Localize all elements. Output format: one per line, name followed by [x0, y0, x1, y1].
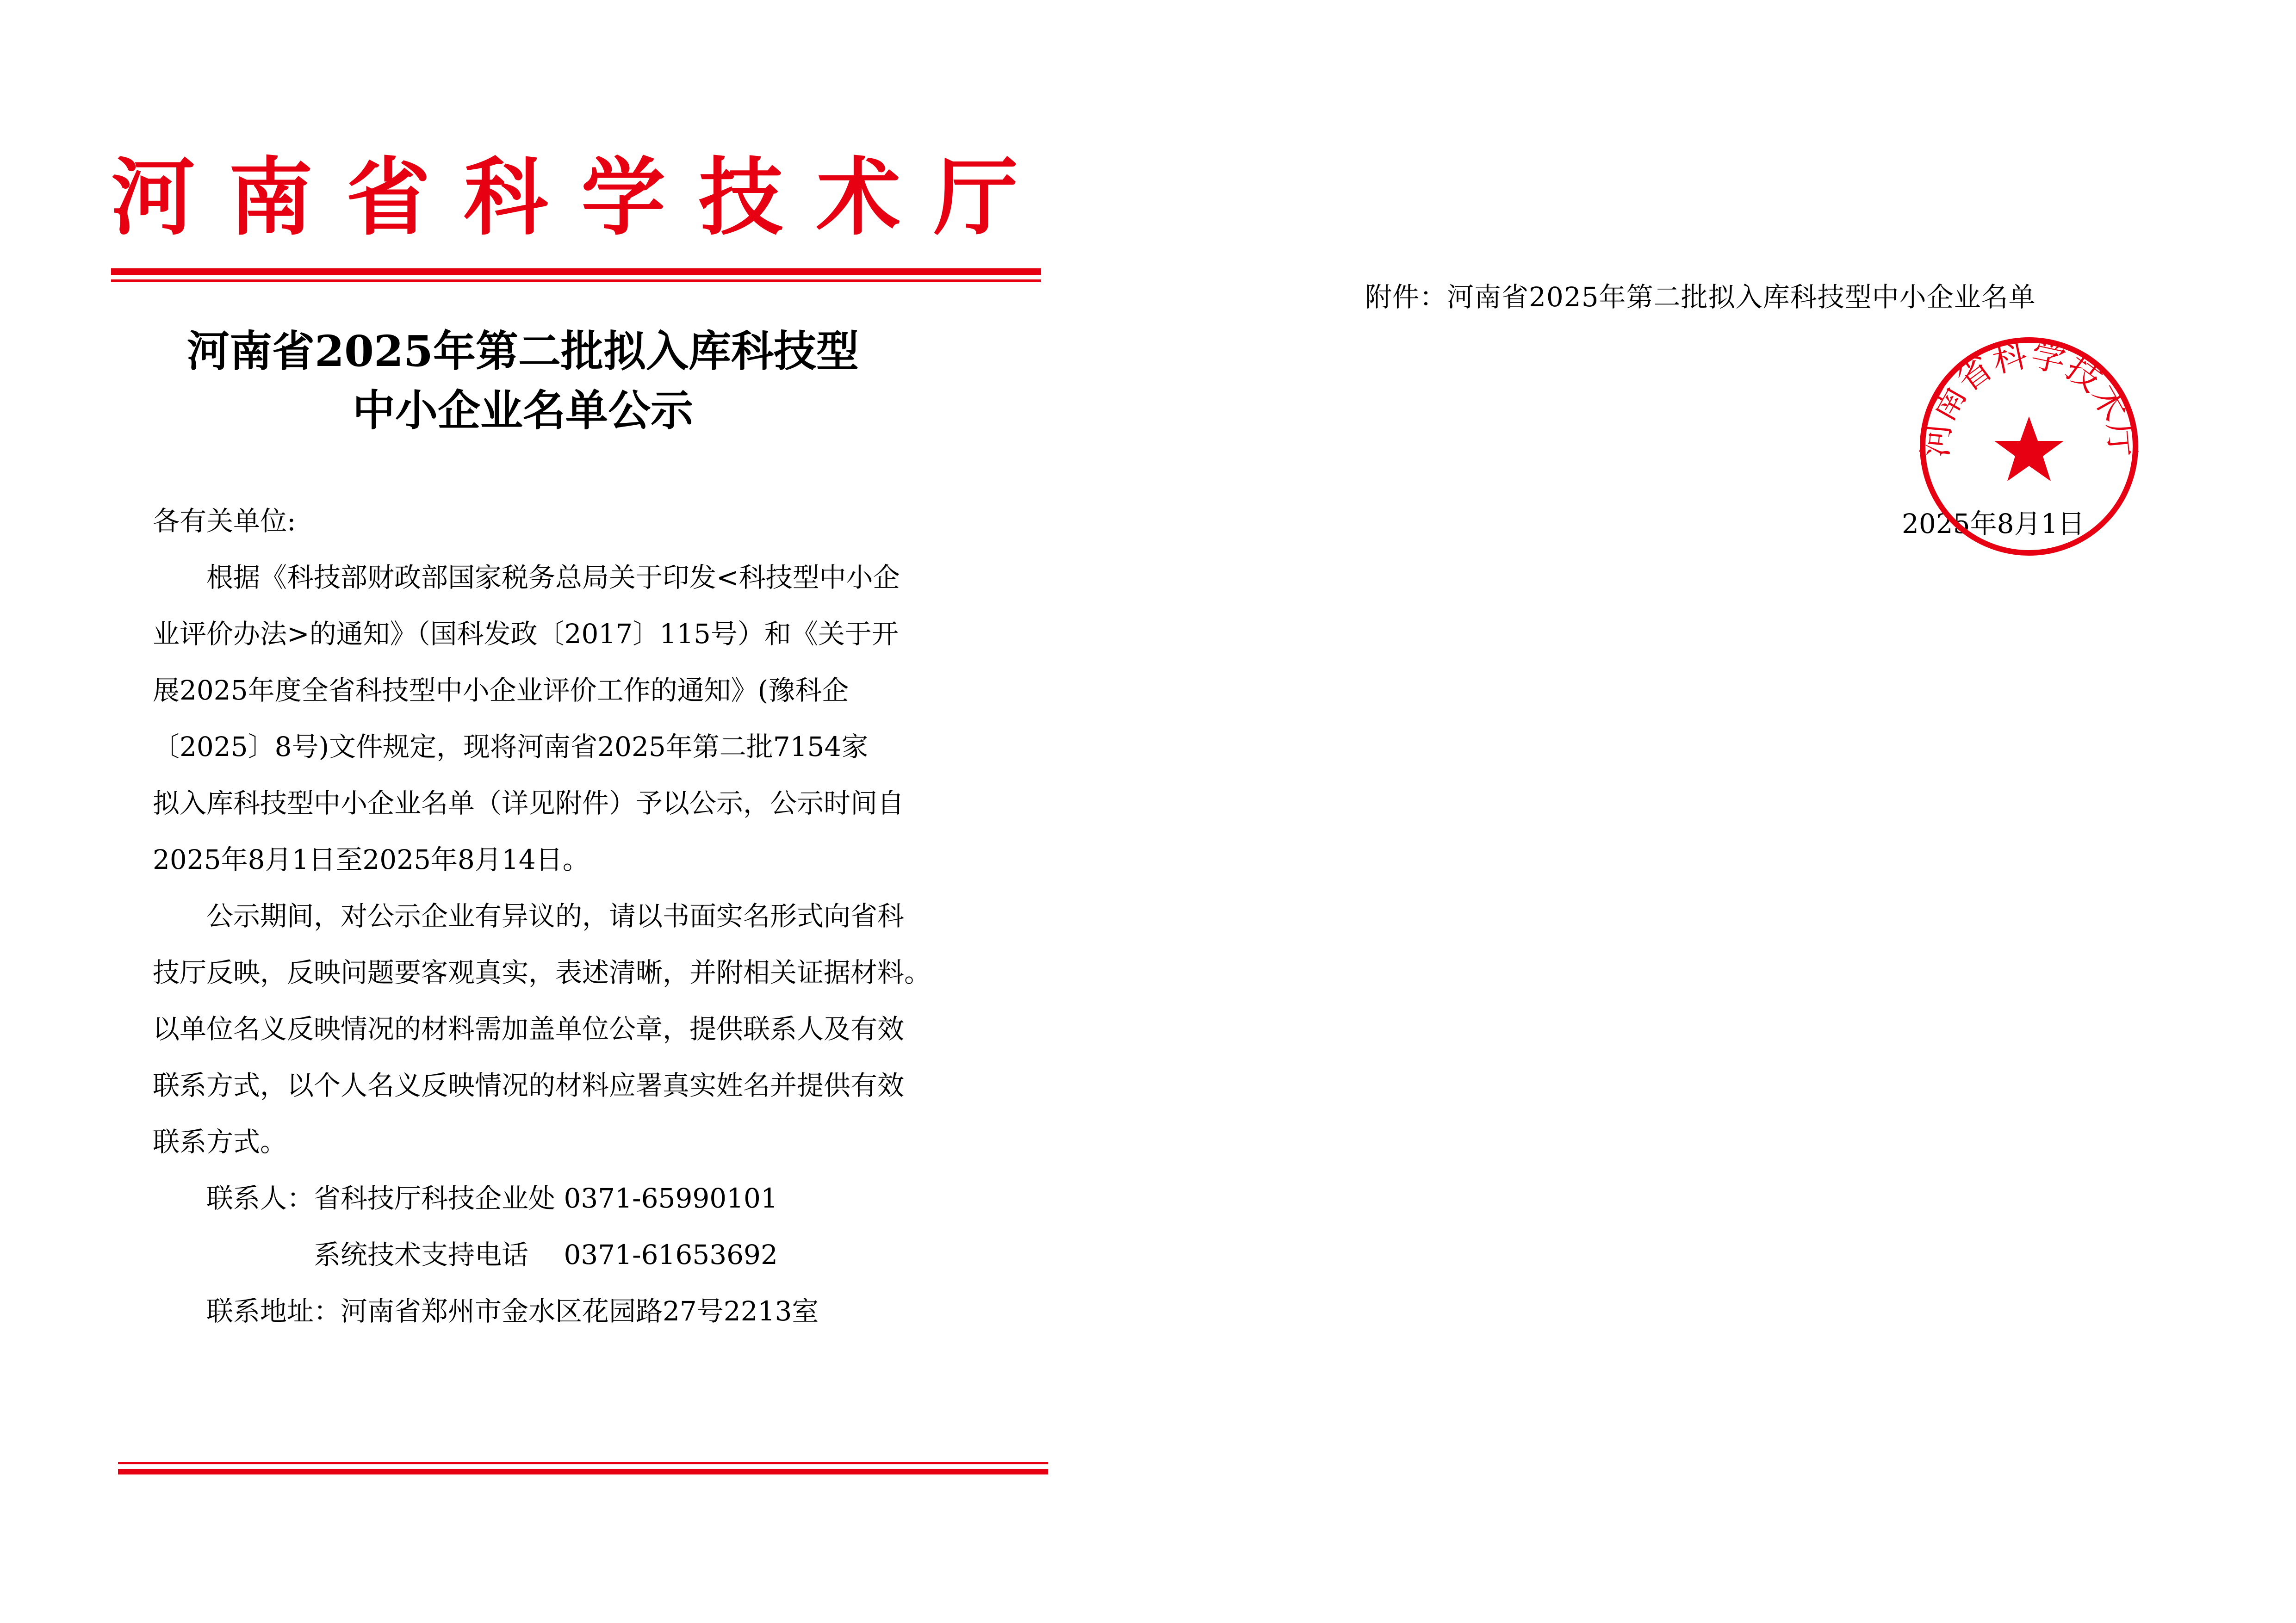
- paragraph-1: [153, 549, 931, 888]
- contact-person: 联系人：省科技厅科技企业处 0371-65990101: [153, 1183, 778, 1214]
- document-body: [153, 493, 931, 1339]
- agency-header: 河南省科学技术厅: [111, 148, 1051, 247]
- header-rule-thick: [111, 268, 1041, 275]
- paragraph-line: 拟入库科技型中小企业名单（详见附件）予以公示，公示时间自: [153, 787, 905, 819]
- contact-support-phone: 系统技术支持电话 0371-61653692: [153, 1239, 778, 1270]
- seal-text: 河南省科学技术厅: [1916, 335, 2142, 459]
- paragraph-line: 联系方式，以个人名义反映情况的材料应署真实姓名并提供有效: [153, 1070, 905, 1101]
- paragraph-line: 2025年8月1日至2025年8月14日。: [153, 844, 590, 875]
- paragraph-line: 展2025年度全省科技型中小企业评价工作的通知》(豫科企: [153, 675, 849, 706]
- title-line-1: 河南省2025年第二批拟入库科技型: [186, 326, 859, 376]
- salutation: 各有关单位:: [153, 505, 296, 537]
- footer-rule-thin: [118, 1462, 1048, 1464]
- title-line-2: 中小企业名单公示: [352, 385, 693, 435]
- header-rule-thin: [111, 279, 1041, 282]
- official-seal: [1916, 333, 2142, 560]
- paragraph-line: 联系方式。: [153, 1126, 287, 1158]
- contact-address: 联系地址：河南省郑州市金水区花园路27号2213室: [153, 1295, 819, 1327]
- attachment-note: 附件：河南省2025年第二批拟入库科技型中小企业名单: [1365, 281, 2036, 313]
- document-title: [111, 322, 935, 440]
- issue-date: 2025年8月1日: [1902, 508, 2085, 539]
- star-icon: [1994, 416, 2064, 481]
- paragraph-line: 业评价办法>的通知》（国科发政〔2017〕115号）和《关于开: [153, 618, 899, 650]
- paragraph-2: [153, 888, 931, 1170]
- paragraph-line: 公示期间，对公示企业有异议的，请以书面实名形式向省科: [153, 900, 905, 932]
- paragraph-line: 〔2025〕8号)文件规定，现将河南省2025年第二批7154家: [153, 731, 869, 762]
- paragraph-line: 以单位名义反映情况的材料需加盖单位公章，提供联系人及有效: [153, 1013, 905, 1045]
- paragraph-line: 技厅反映，反映问题要客观真实，表述清晰，并附相关证据材料。: [153, 957, 931, 988]
- paragraph-line: 根据《科技部财政部国家税务总局关于印发<科技型中小企: [153, 562, 900, 593]
- footer-rule-thick: [118, 1469, 1048, 1474]
